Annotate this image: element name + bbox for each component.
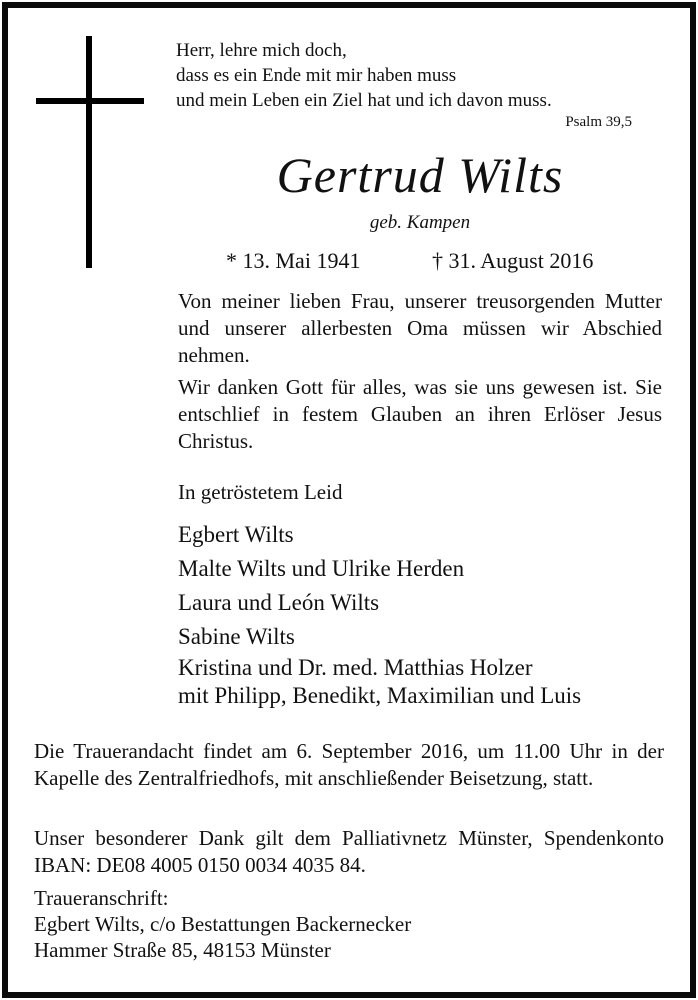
cross-icon [86,36,92,268]
psalm-quote [176,38,636,113]
maiden-name: geb. Kampen [369,212,471,233]
psalm-reference: Psalm 39,5 [565,114,632,130]
family-member: mit Philipp, Benedikt, Maximilian und Luis [178,683,582,708]
family-member: Kristina und Dr. med. Matthias Holzer [178,655,533,680]
family-member: Egbert Wilts [178,522,294,547]
psalm-line: dass es ein Ende mit mir haben muss [176,65,457,86]
family-member: Sabine Wilts [178,624,295,649]
family-list [178,518,658,710]
psalm-line: und mein Leben ein Ziel hat und ich davon muss. [176,90,552,111]
address-line: Hammer Straße 85, 48153 Münster [34,938,331,962]
mourning-address [34,885,664,963]
family-member: Malte Wilts und Ulrike Herden [178,556,465,581]
mourning-line: In getröstetem Leid [178,480,343,504]
deceased-name: Gertrud Wilts [276,147,564,203]
farewell-paragraph: Von meiner lieben Frau, unserer treusorgenden Mutter und unserer allerbesten Oma müssen wir Abschied nehmen. [178,289,662,367]
cross-icon-bar [36,98,144,104]
death-date: † 31. August 2016 [432,248,594,273]
birth-date: * 13. Mai 1941 [226,248,361,273]
service-notice: Die Trauerandacht findet am 6. September 2016, um 11.00 Uhr in der Kapelle des Zentralfriedhofs, mit anschließender Beisetzung, statt. [34,739,664,790]
thanks-notice: Unser besonderer Dank gilt dem Palliativnetz Münster, Spendenkonto IBAN: DE08 4005 0150 0034 4035 84. [34,826,664,877]
address-line: Egbert Wilts, c/o Bestattungen Backernecker [34,912,412,936]
family-member: Laura und León Wilts [178,590,380,615]
address-label: Traueranschrift: [34,886,169,910]
faith-paragraph: Wir danken Gott für alles, was sie uns gewesen ist. Sie entschlief in festem Glauben an ihren Erlöser Jesus Christus. [178,375,662,453]
psalm-line: Herr, lehre mich doch, [176,40,347,61]
